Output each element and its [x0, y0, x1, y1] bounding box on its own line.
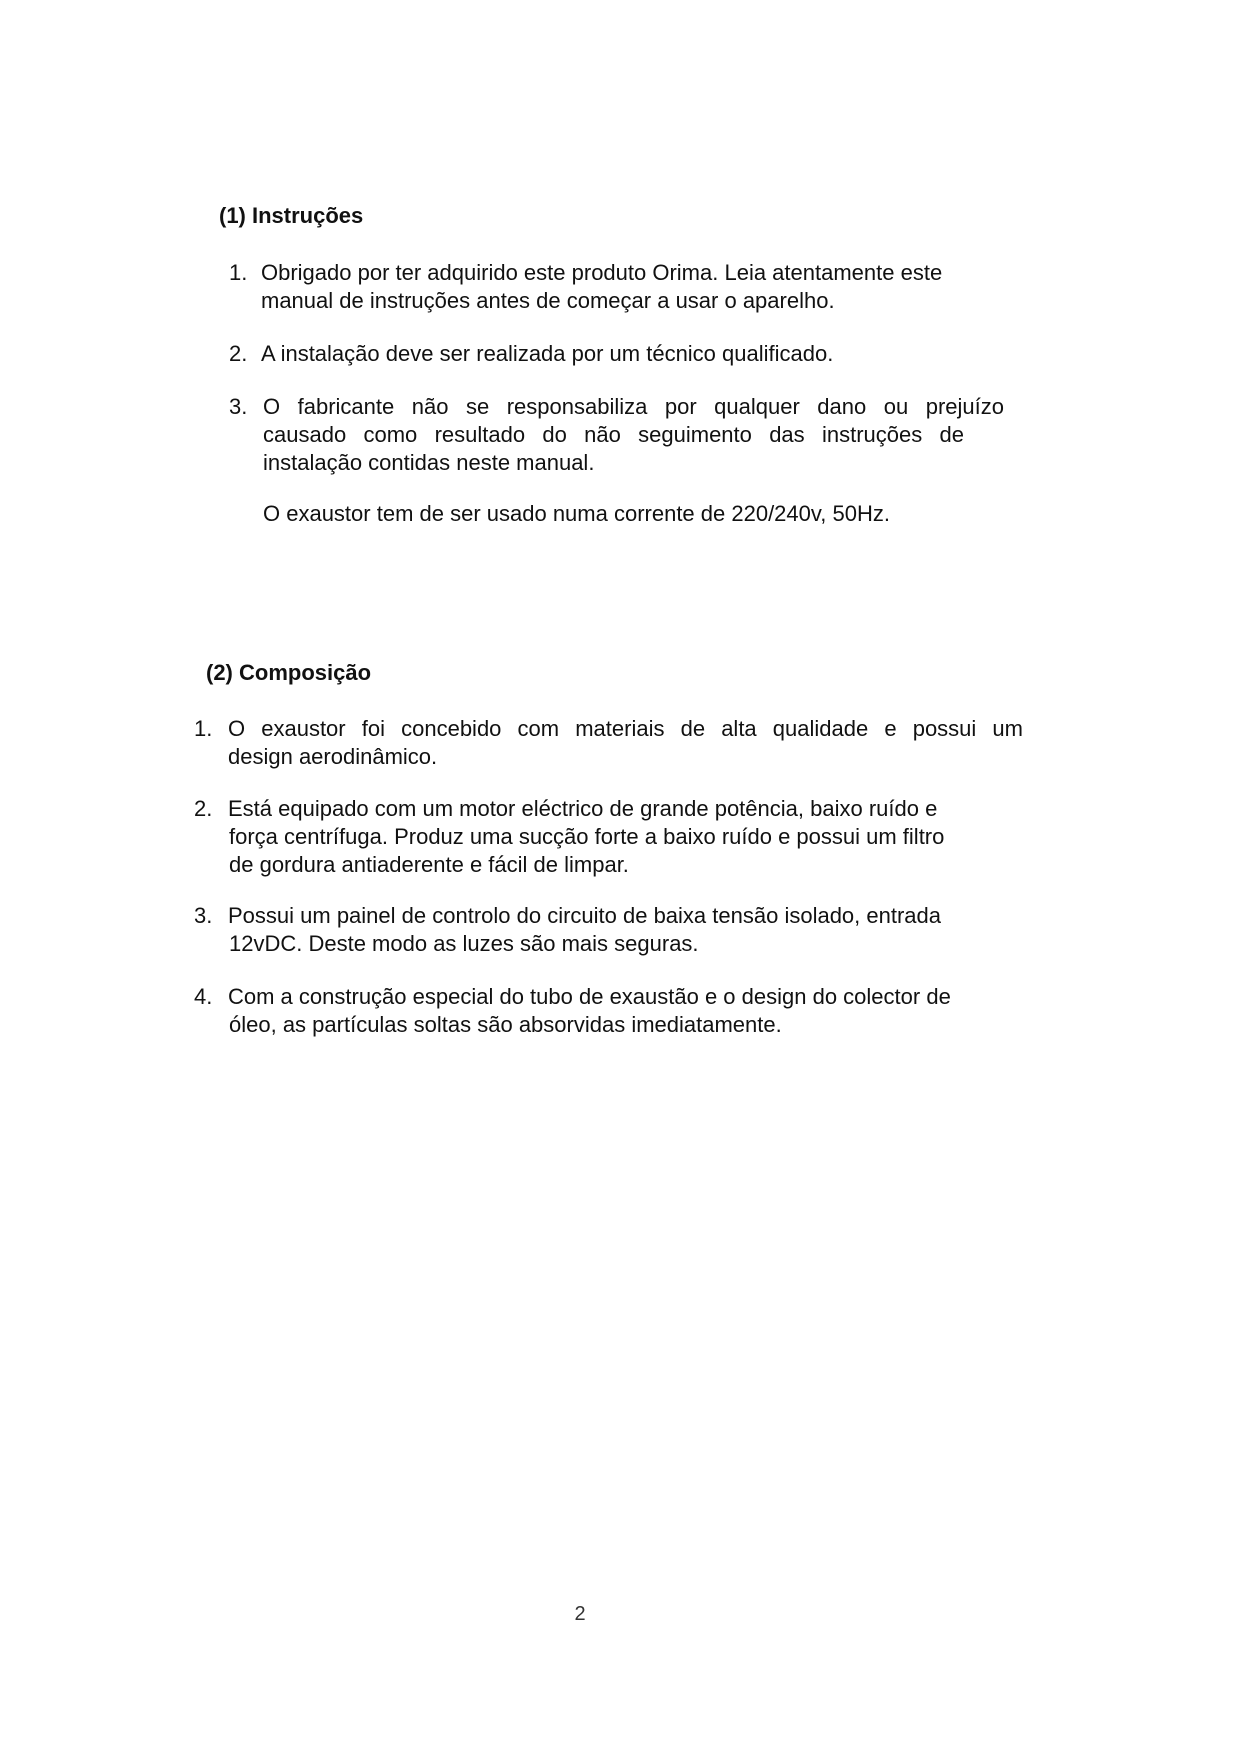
- section-1-power-note: O exaustor tem de ser usado numa corrente de 220/240v, 50Hz.: [263, 501, 890, 526]
- item-text: [228, 983, 951, 1039]
- page-number: 2: [574, 1603, 586, 1625]
- item-line: design aerodinâmico.: [228, 744, 438, 769]
- item-line: de gordura antiaderente e fácil de limpar.: [229, 852, 629, 877]
- item-line: óleo, as partículas soltas são absorvidas imediatamente.: [229, 1012, 782, 1037]
- item-number: 2.: [194, 796, 213, 821]
- item-number: 3.: [194, 903, 213, 928]
- item-line: A instalação deve ser realizada por um técnico qualificado.: [261, 341, 834, 366]
- item-line: instalação contidas neste manual.: [263, 450, 595, 475]
- item-line: Possui um painel de controlo do circuito de baixa tensão isolado, entrada: [228, 903, 942, 928]
- item-line: Está equipado com um motor eléctrico de grande potência, baixo ruído e: [228, 796, 938, 821]
- item-number: 2.: [229, 341, 248, 366]
- item-number: 3.: [229, 394, 248, 419]
- item-text: [228, 715, 1023, 771]
- item-number: 4.: [194, 984, 213, 1009]
- item-text: [261, 340, 833, 368]
- item-line: Com a construção especial do tubo de exaustão e o design do colector de: [228, 984, 951, 1009]
- item-text: [261, 259, 942, 315]
- item-number: 1.: [229, 260, 248, 285]
- section-1-heading: (1) Instruções: [219, 203, 364, 228]
- item-line: O fabricante não se responsabiliza por qualquer dano ou prejuízo: [263, 394, 1004, 419]
- item-line: Obrigado por ter adquirido este produto Orima. Leia atentamente este: [261, 260, 943, 285]
- item-line: O exaustor foi concebido com materiais de alta qualidade e possui um: [228, 716, 1023, 741]
- item-text: [228, 902, 941, 958]
- item-line: força centrífuga. Produz uma sucção forte a baixo ruído e possui um filtro: [229, 824, 945, 849]
- item-line: 12vDC. Deste modo as luzes são mais seguras.: [229, 931, 699, 956]
- item-line: causado como resultado do não seguimento das instruções de: [263, 422, 964, 447]
- item-line: manual de instruções antes de começar a usar o aparelho.: [261, 288, 835, 313]
- section-2-heading: (2) Composição: [206, 660, 372, 685]
- item-text: [263, 393, 1004, 477]
- item-text: [228, 795, 944, 879]
- item-number: 1.: [194, 716, 213, 741]
